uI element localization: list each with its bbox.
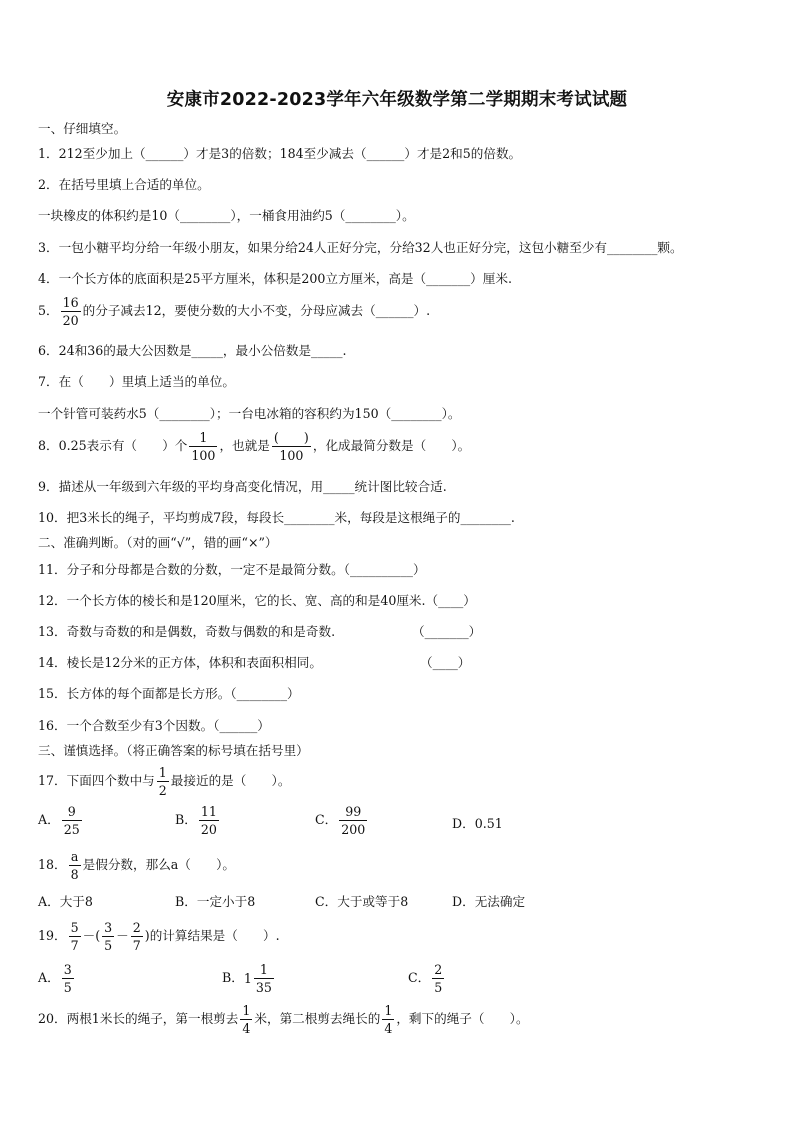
question-18 xyxy=(38,849,235,882)
question-19-number: 19． xyxy=(38,928,67,943)
fraction-numerator: a xyxy=(69,849,81,866)
fraction xyxy=(69,849,81,882)
question-12: 12．一个长方体的棱长和是120厘米，它的长、宽、高的和是40厘米.（____） xyxy=(38,593,476,608)
fraction-denominator: 20 xyxy=(200,822,217,837)
section-3-heading: 三、谨慎选择。（将正确答案的标号填在括号里） xyxy=(38,743,309,758)
fraction-denominator: 4 xyxy=(242,1021,251,1036)
fraction-denominator: 200 xyxy=(341,822,366,837)
question-19-text: )的计算结果是（ ）. xyxy=(144,928,280,943)
fraction-denominator: 8 xyxy=(70,867,79,882)
fraction-denominator: 4 xyxy=(384,1021,393,1036)
operator: － xyxy=(116,928,129,943)
question-8-text-a: 8．0.25表示有（ ）个 xyxy=(38,438,188,453)
fraction xyxy=(131,920,143,953)
fraction-denominator: 20 xyxy=(62,313,79,328)
fraction xyxy=(62,962,74,995)
question-14-answer-blank: （____） xyxy=(420,655,471,670)
question-19 xyxy=(38,920,280,953)
fraction xyxy=(382,1003,394,1036)
option-label: A． xyxy=(38,812,60,827)
question-20-text-c: ，剩下的绳子（ ）。 xyxy=(396,1011,529,1026)
question-4: 4．一个长方体的底面积是25平方厘米，体积是200立方厘米，高是（_______）厘米. xyxy=(38,271,512,286)
question-8-text-b: ，也就是 xyxy=(219,438,270,453)
fraction-denominator: 35 xyxy=(255,980,272,995)
operator: －( xyxy=(82,928,101,943)
question-3: 3．一包小糖平均分给一年级小朋友，如果分给24人正好分完，分给32人也正好分完，这包小糖至少有________颗。 xyxy=(38,240,683,255)
fraction-numerator: 1 xyxy=(384,1003,393,1018)
fraction-denominator: 7 xyxy=(70,938,79,953)
fraction-numerator: 5 xyxy=(70,920,79,935)
option-b xyxy=(222,962,276,995)
fraction-denominator: 7 xyxy=(132,938,141,953)
question-10: 10．把3米长的绳子，平均剪成7段，每段长________米，每段是这根绳子的________. xyxy=(38,510,515,525)
fraction-denominator: 25 xyxy=(63,822,80,837)
question-9: 9．描述从一年级到六年级的平均身高变化情况，用_____统计图比较合适. xyxy=(38,479,447,494)
fraction-numerator: 11 xyxy=(200,804,217,819)
question-16: 16．一个合数至少有3个因数。（______） xyxy=(38,718,270,733)
fraction-denominator: 5 xyxy=(104,938,113,953)
option-b: B．一定小于8 xyxy=(175,894,256,909)
fraction-numerator: 1 xyxy=(158,765,167,780)
question-8 xyxy=(38,430,470,463)
question-2-line-2: 一块橡皮的体积约是10（________），一桶食用油约5（________）。 xyxy=(38,208,415,223)
option-c xyxy=(315,804,369,837)
question-2: 2．在括号里填上合适的单位。 xyxy=(38,177,210,192)
fraction-denominator: 5 xyxy=(63,980,72,995)
fraction xyxy=(432,962,444,995)
question-7: 7．在（ ）里填上适当的单位。 xyxy=(38,374,235,389)
question-14: 14．棱长是12分米的正方体，体积和表面积相同。 xyxy=(38,655,322,670)
fraction-numerator: 1 xyxy=(189,430,217,447)
question-11: 11．分子和分母都是合数的分数，一定不是最简分数。（__________） xyxy=(38,562,426,577)
fraction-numerator: 2 xyxy=(132,920,141,935)
option-c: C．大于或等于8 xyxy=(315,894,409,909)
option-a xyxy=(38,962,76,995)
option-d: D．0.51 xyxy=(452,816,503,831)
question-17 xyxy=(38,765,290,798)
fraction xyxy=(272,430,311,463)
option-a: A．大于8 xyxy=(38,894,93,909)
question-17-text-a: 17．下面四个数中与 xyxy=(38,773,155,788)
fraction xyxy=(339,804,367,837)
fraction-denominator: 100 xyxy=(191,448,216,463)
fraction xyxy=(62,804,82,837)
option-b xyxy=(175,804,221,837)
option-c xyxy=(408,962,446,995)
fraction-numerator: ( ) xyxy=(273,430,309,445)
question-20-text-a: 20．两根1米长的绳子，第一根剪去 xyxy=(38,1011,239,1026)
fraction-numerator: 9 xyxy=(62,804,82,821)
question-8-text-c: ，化成最简分数是（ ）。 xyxy=(312,438,471,453)
fraction xyxy=(102,920,114,953)
question-15: 15．长方体的每个面都是长方形。（________） xyxy=(38,686,300,701)
fraction xyxy=(61,295,81,328)
page-title: 安康市2022-2023学年六年级数学第二学期期末考试试题 xyxy=(166,90,628,110)
question-13: 13．奇数与奇数的和是偶数，奇数与偶数的和是奇数. xyxy=(38,624,336,639)
question-20-text-b: 米，第二根剪去绳长的 xyxy=(254,1011,381,1026)
option-label: B． xyxy=(222,970,244,985)
question-5-text: 的分子减去12，要使分数的大小不变，分母应减去（______）. xyxy=(82,303,431,318)
fraction-numerator: 1 xyxy=(254,962,274,979)
question-17-text-b: 最接近的是（ ）。 xyxy=(170,773,291,788)
question-18-number: 18． xyxy=(38,857,67,872)
fraction-numerator: 2 xyxy=(434,962,443,977)
question-1: 1．212至少加上（______）才是3的倍数；184至少减去（______）才是2和5的倍数。 xyxy=(38,146,522,161)
question-5 xyxy=(38,295,430,328)
fraction xyxy=(69,920,81,953)
question-7-line-2: 一个针管可装药水5（________）；一台电冰箱的容积约为150（________）。 xyxy=(38,406,461,421)
fraction-numerator: 3 xyxy=(104,920,113,935)
fraction-numerator: 3 xyxy=(63,962,72,977)
fraction xyxy=(199,804,219,837)
option-label: C． xyxy=(315,812,338,827)
question-13-answer-blank: （_______） xyxy=(412,624,482,639)
question-6: 6．24和36的最大公因数是_____，最小公倍数是_____. xyxy=(38,343,347,358)
fraction-denominator: 5 xyxy=(434,980,443,995)
section-1-heading: 一、仔细填空。 xyxy=(38,121,127,136)
option-a xyxy=(38,804,84,837)
fraction xyxy=(254,962,274,995)
fraction-denominator: 2 xyxy=(158,783,167,798)
fraction-numerator: 16 xyxy=(62,295,79,310)
option-d: D．无法确定 xyxy=(452,894,526,909)
fraction xyxy=(240,1003,252,1036)
option-label: C． xyxy=(408,970,431,985)
fraction-numerator: 1 xyxy=(242,1003,251,1018)
question-18-text: 是假分数，那么a（ ）。 xyxy=(82,857,235,872)
question-20 xyxy=(38,1003,529,1036)
section-2-heading: 二、准确判断。（对的画“√”，错的画“×”） xyxy=(38,535,278,550)
fraction-numerator: 99 xyxy=(339,804,367,821)
option-label: B． xyxy=(175,812,197,827)
fraction xyxy=(189,430,217,463)
question-5-number: 5． xyxy=(38,303,59,318)
fraction-denominator: 100 xyxy=(279,448,304,463)
option-label: A． xyxy=(38,970,60,985)
fraction xyxy=(157,765,169,798)
mixed-number-whole: 1 xyxy=(243,970,252,986)
